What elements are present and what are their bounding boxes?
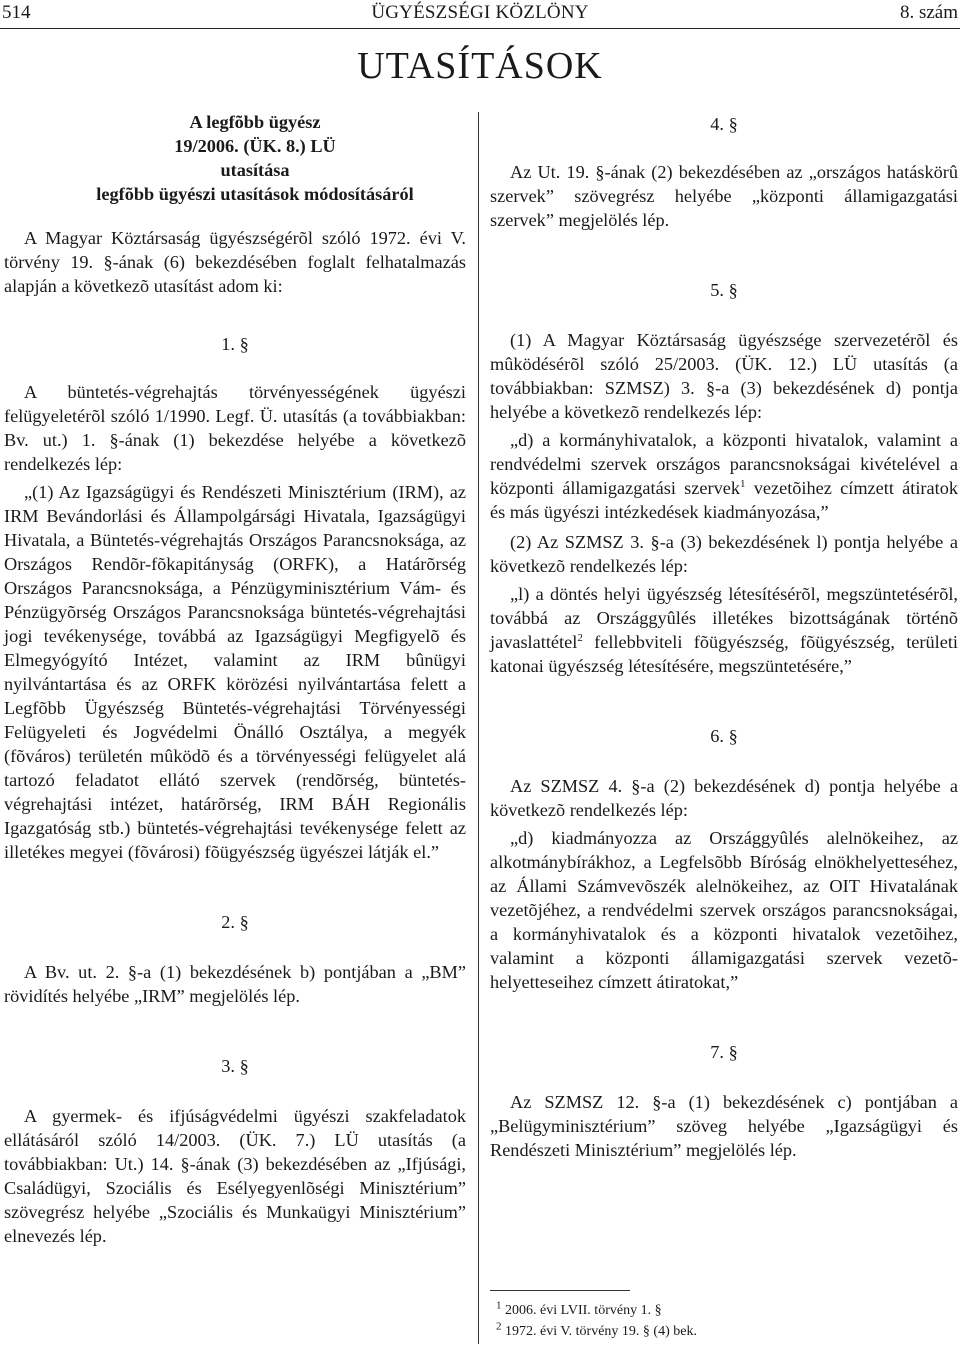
footnote-text: 1972. évi V. törvény 19. § (4) bek. [501,1324,697,1339]
footnote-1 [496,1300,956,1321]
footnotes [496,1300,956,1342]
section-3-label: 3. § [221,1056,249,1076]
section-2-label: 2. § [221,912,249,932]
journal-title: ÜGYÉSZSÉGI KÖZLÖNY [371,2,589,23]
footnote-ref-2: 2 [577,631,583,644]
section-3-paragraph: A gyermek- és ifjúságvédelmi ügyészi szakfeladatok ellátásáról szóló 14/2003. (ÜK. 7.) LÜ utasítás (a továbbiakban: Ut.) 14. §-ának (3) bekezdésében az „Ifjúsági, Családügyi, Szociális és Esélyegyenlõségi Minisztérium” szövegrész helyébe „Szociális és Munkaügyi Minisztérium” elnevezés lép. [4,1106,466,1246]
footnote-2 [496,1321,956,1342]
section-4-label: 4. § [710,114,738,134]
left-column [4,110,466,1248]
quote-l-text-cont: fellebbviteli fõügyészség, fõügyészség, területi katonai ügyészség létesítésére, megszüntetésére,” [490,632,958,676]
section-5-paragraph: (1) A Magyar Köztársaság ügyészsége szervezetérõl és mûködésérõl szóló 25/2003. (ÜK. 12.) LÜ utasítás (a továbbiakban: SZMSZ) 3. §-a (3) bekezdésének d) pontja helyébe a következõ rendelkezés lép: [490,330,958,422]
section-6-label: 6. § [710,726,738,746]
footnote-ref-1: 1 [739,477,746,490]
section-5-quote-l [490,582,958,678]
instruction-heading [4,110,466,206]
section-7-paragraph: Az SZMSZ 12. §-a (1) bekezdésének c) pontjában a „Belügyminisztérium” szöveg helyébe „Igazságügyi és Rendészeti Minisztérium” megjelölés lép. [490,1092,958,1160]
section-7-label: 7. § [710,1042,738,1062]
footnote-mark: 1 [496,1299,502,1312]
section-4-paragraph: Az Ut. 19. §-ának (2) bekezdésében az „országos hatáskörû szervek” szövegrész helyébe „központi államigazgatási szervek” megjelölés lép. [490,162,958,230]
quote-l-text: „l) a döntés helyi ügyészség létesítésérõl, megszüntetésérõl, továbbá az Országgyûlés illetékes bizottságának történõ javaslattétel [490,584,958,652]
issue-number: 8. szám [899,2,958,23]
footnote-text: 2006. évi LVII. törvény 1. § [501,1303,662,1318]
section-1-paragraph: A büntetés-végrehajtás törvényességének ügyészi felügyeletérõl szóló 1/1990. Legf. Ü. utasítás (a továbbiakban: Bv. ut.) 1. §-ának (1) bekezdése helyébe a következõ rendelkezés lép: [4,382,466,474]
heading-line: utasítása [220,160,290,180]
section-5-paragraph-2: (2) Az SZMSZ 3. §-a (3) bekezdésének l) pontja helyébe a következõ rendelkezés lép: [490,532,958,576]
section-title: UTASÍTÁSOK [357,45,603,87]
quote-d-text-cont: vezetõihez címzett átiratok és más ügyészi intézkedések kiadmányozása,” [490,478,958,522]
intro-paragraph: A Magyar Köztársaság ügyészségérõl szóló 1972. évi V. törvény 19. §-ának (6) bekezdésében foglalt felhatalmazás alapján a következõ utasítást adom ki: [4,228,466,296]
section-6-quote: „d) kiadmányozza az Országgyûlés alelnökeihez, az alkotmánybírákhoz, a Legfelsõbb Bíróság elnökhelyetteséhez, az Állami Számvevõszék alelnökeihez, az OIT Hivatalának vezetõjéhez, a rendvédelmi szervek országos parancsnokságai, a kormányhivatalok és a központi hivatalok vezetõihez, valamint a központi államigazgatási szervek vezetõ-helyetteseihez címzett átiratokat,” [490,828,958,992]
quote-d-text: „d) a kormányhivatalok, a központi hivatalok, valamint a rendvédelmi szervek országos parancsnokságai kivételével a központi államigazgatási szervek [490,430,958,498]
page-number: 514 [2,2,31,23]
footnote-mark: 2 [496,1320,502,1333]
heading-line: A legfõbb ügyész [189,112,321,132]
section-1-quote: „(1) Az Igazságügyi és Rendészeti Minisztérium (IRM), az IRM Bevándorlási és Állampolgársági Hivatala, Igazságügyi Hivatala, a Büntetés-végrehajtás Országos Parancsnoksága, az Országos Rendõr-fõkapitányság (ORFK), a Határõrség Országos Parancsnoksága, a Pénzügyminisztérium Vám- és Pénzügyõrség Országos Parancsnoksága büntetés-végrehajtási jogi tevékenysége, továbbá az Igazságügyi Megfigyelõ és Elmegyógyító Intézet, valamint az IRM bûnügyi nyilvántartása és az ORFK körözési nyilvántartása felett a Legfõbb Ügyészség Büntetés-végrehajtási Törvényességi Felügyeleti és Jogvédelmi Önálló Osztálya, a megyék (fõváros) területén mûködõ és a törvényességi felügyelet alá tartozó feladatot ellátó szervek (rendõrség, büntetés-végrehajtási intézet, határõrség, IRM BÁH Regionális Igazgatóság stb.) büntetés-végrehajtási tevékenysége felett az illetékes megyei (fõvárosi) fõügyészség ügyészei látják el.” [4,482,466,862]
column-divider [478,112,479,1344]
section-2-paragraph: A Bv. ut. 2. §-a (1) bekezdésének b) pontjában a „BM” rövidítés helyébe „IRM” megjelölés lép. [4,962,466,1006]
section-1-label: 1. § [221,334,249,354]
section-5-quote-d [490,428,958,524]
right-column [490,110,958,1162]
section-6-paragraph: Az SZMSZ 4. §-a (2) bekezdésének d) pontja helyébe a következõ rendelkezés lép: [490,776,958,820]
section-5-label: 5. § [710,280,738,300]
running-header [0,0,960,29]
footnote-divider [490,1290,630,1291]
heading-line: 19/2006. (ÜK. 8.) LÜ [174,136,336,156]
heading-line: legfõbb ügyészi utasítások módosításáról [96,184,414,204]
